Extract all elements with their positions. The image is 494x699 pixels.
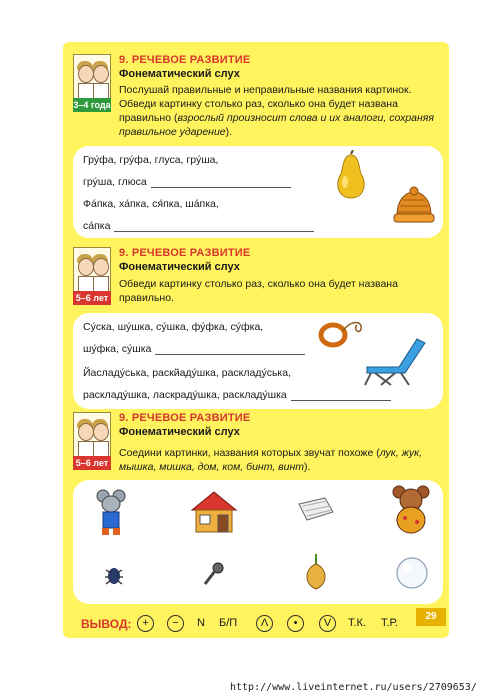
- v-mark[interactable]: V: [319, 615, 336, 632]
- bandage-icon[interactable]: [295, 494, 337, 524]
- beetle-icon[interactable]: [103, 564, 125, 586]
- age-badge: 5–6 лет: [73, 291, 111, 305]
- exercise-card: [73, 146, 443, 238]
- word-line: [83, 220, 314, 232]
- section-title: 9. РЕЧЕВОЕ РАЗВИТИЕ: [119, 247, 251, 259]
- knit-hat-icon[interactable]: [391, 186, 437, 226]
- word-line-text: раскладу́шка, ласкраду́шка, раскладу́шка: [83, 389, 287, 401]
- word-line-text: шу́фка, су́шка: [83, 343, 152, 355]
- section-subtitle: Фонематический слух: [119, 261, 240, 273]
- age-badge: 5–6 лет: [73, 456, 111, 470]
- house-icon[interactable]: [188, 488, 240, 536]
- tk-mark[interactable]: Т.К.: [348, 617, 367, 629]
- section-title: 9. РЕЧЕВОЕ РАЗВИТИЕ: [119, 412, 251, 424]
- word-line: [83, 176, 291, 188]
- page-number-badge: 29: [416, 608, 446, 626]
- instruction-text: [119, 446, 445, 474]
- word-line-text: грýша, глюса: [83, 176, 147, 188]
- section-subtitle: Фонематический слух: [119, 426, 240, 438]
- section-2: [63, 247, 449, 427]
- conclusion-bar: [63, 610, 449, 638]
- teddy-bear-icon[interactable]: [389, 484, 433, 536]
- plus-mark[interactable]: +: [137, 615, 154, 632]
- dot-mark[interactable]: •: [287, 615, 304, 632]
- screw-icon[interactable]: [201, 562, 225, 588]
- folding-cot-icon[interactable]: [361, 333, 431, 389]
- workbook-page: [63, 42, 449, 638]
- word-line-text: са́пка: [83, 220, 111, 232]
- age-badge: 3–4 года: [73, 100, 111, 110]
- onion-icon[interactable]: [301, 552, 331, 592]
- snowball-icon[interactable]: [395, 556, 429, 590]
- word-line: Фа́пка, ха́пка, ся́пка, ша́пка,: [83, 198, 219, 210]
- conclusion-label: ВЫВОД:: [81, 617, 132, 631]
- exercise-card: [73, 313, 443, 409]
- section-1: [63, 42, 449, 242]
- source-url: http://www.liveinternet.ru/users/2709653/: [230, 682, 477, 693]
- n-mark[interactable]: N: [197, 617, 205, 629]
- dried-bagel-icon[interactable]: [317, 315, 367, 349]
- section-subtitle: Фонематический слух: [119, 68, 240, 80]
- instruction-text: Обведи картинку столько раз, сколько она будет названа правильно.: [119, 278, 398, 304]
- section-3: [63, 412, 449, 612]
- word-line: Су́ска, шу́шка, су́шка, фу́фка, су́фка,: [83, 321, 264, 333]
- instruction-part: Послушай правильные и неправильные названия картинок. Обведи картинку столько раз, сколько она будет названа правильно (: [119, 84, 412, 124]
- instruction-italic: лук, жук, мышка, мишка, дом, ком, бинт, винт: [119, 447, 423, 473]
- pear-icon[interactable]: [331, 150, 371, 200]
- exercise-card: [73, 480, 443, 604]
- word-line: Гру́фа, грýфа, глуса, гру́ша,: [83, 154, 219, 166]
- section-title: 9. РЕЧЕВОЕ РАЗВИТИЕ: [119, 54, 251, 66]
- word-line: [83, 389, 391, 401]
- tr-mark[interactable]: Т.Р.: [381, 617, 398, 629]
- instruction-italic: взрослый произносит слова и их аналоги, сохраняя правильное ударение: [119, 112, 435, 138]
- instruction-text: [119, 83, 445, 139]
- instruction-part: Соедини картинки, названия которых звучат похоже (: [119, 447, 380, 459]
- bp-mark[interactable]: Б/П: [219, 617, 238, 629]
- instruction-part: ).: [225, 126, 233, 138]
- lambda-mark[interactable]: Λ: [256, 615, 273, 632]
- word-line: Йасладу́ська, раскйаду́шка, раскладу́ська,: [83, 367, 292, 379]
- word-line: [83, 343, 305, 355]
- minus-mark[interactable]: −: [167, 615, 184, 632]
- mouse-icon[interactable]: [93, 488, 129, 538]
- instruction-part: ).: [304, 461, 311, 473]
